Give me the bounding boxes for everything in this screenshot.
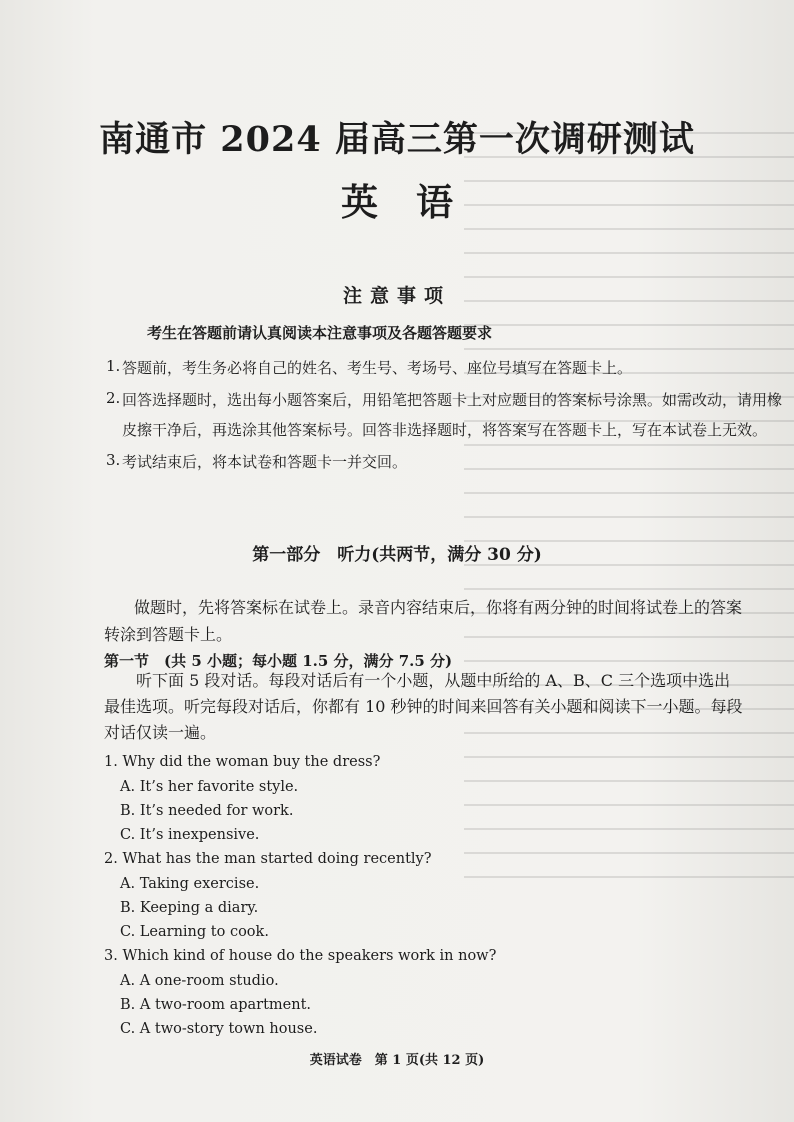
rule-item — [106, 385, 786, 445]
answer-option: C. It’s inexpensive. — [120, 827, 260, 843]
part-one-intro: 做题时，先将答案标在试卷上。录音内容结束后，你将有两分钟的时间将试卷上的答案转涂到答题卡上。 — [104, 598, 743, 644]
rule-text: 考试结束后，将本试卷和答题卡一并交回。 — [122, 453, 408, 471]
answer-option: A. A one-room studio. — [120, 973, 279, 989]
question-item — [104, 750, 704, 847]
rule-item — [106, 353, 786, 383]
part-one-title: 第一部分 听力(共两节，满分 30 分) — [252, 545, 542, 565]
answer-option: C. A two-story town house. — [120, 1021, 318, 1037]
question-stem: 2. What has the man started doing recently? — [104, 851, 432, 867]
rule-text: 答题前，考生务必将自己的姓名、考生号、考场号、座位号填写在答题卡上。 — [122, 359, 633, 377]
subject-title: 英语 — [341, 180, 491, 224]
rule-text: 回答选择题时，选出每小题答案后，用铅笔把答题卡上对应题目的答案标号涂黑。如需改动，请用橡皮擦干净后，再选涂其他答案标号。回答非选择题时，将答案写在答题卡上，写在本试卷上无效。 — [122, 391, 783, 439]
section-one-heading: 第一节 (共 5 小题；每小题 1.5 分，满分 7.5 分) — [104, 652, 453, 670]
section-one-instructions: 听下面 5 段对话。每段对话后有一个小题，从题中所给的 A、B、C 三个选项中选出最佳选项。听完每段对话后，你都有 10 秒钟的时间来回答有关小题和阅读下一小题。每段对话仅读一遍。 — [104, 671, 743, 742]
notice-subtitle: 考生在答题前请认真阅读本注意事项及各题答题要求 — [147, 324, 493, 342]
answer-option: A. Taking exercise. — [120, 876, 260, 892]
question-stem: 3. Which kind of house do the speakers work in now? — [104, 948, 497, 964]
answer-option: A. It’s her favorite style. — [120, 779, 299, 795]
notice-title: 注意事项 — [342, 285, 451, 307]
rule-number: 1. — [106, 357, 121, 375]
rule-item — [106, 447, 786, 477]
answer-option: B. It’s needed for work. — [120, 803, 294, 819]
answer-option: B. Keeping a diary. — [120, 900, 259, 916]
answer-option: B. A two-room apartment. — [120, 997, 312, 1013]
answer-option: C. Learning to cook. — [120, 924, 269, 940]
notice-rules — [106, 353, 786, 479]
question-item — [104, 944, 704, 1041]
exam-title: 南通市 2024 届高三第一次调研测试 — [99, 119, 695, 160]
rule-number: 3. — [106, 451, 121, 469]
page-footer: 英语试卷 第 1 页(共 12 页) — [309, 1053, 485, 1068]
question-item — [104, 847, 704, 944]
rule-number: 2. — [106, 389, 121, 407]
question-stem: 1. Why did the woman buy the dress? — [104, 754, 381, 770]
question-list — [104, 750, 704, 1041]
